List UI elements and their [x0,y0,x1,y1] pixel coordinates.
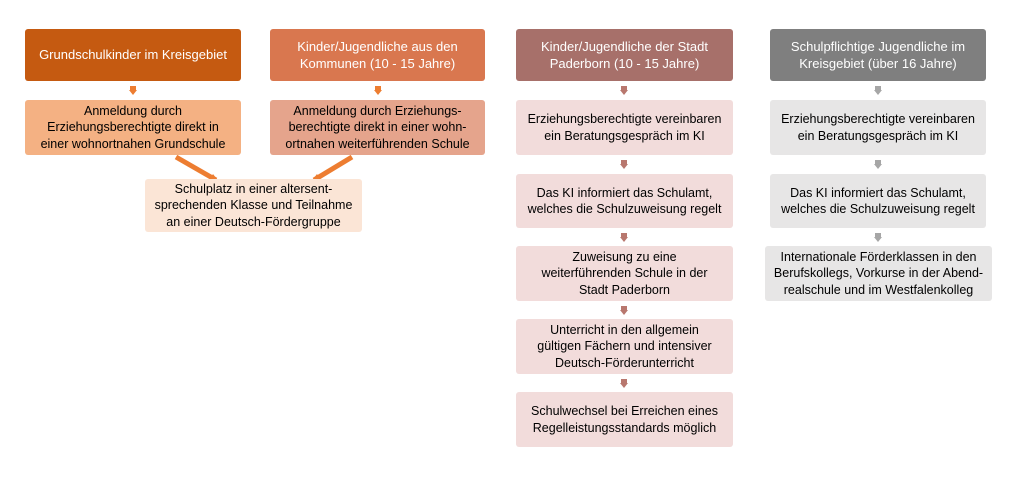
connector-col2-to-merged [314,157,352,180]
col1-step-1: Anmeldung durch Erziehungsberechtigte direkt in einer wohnortnahen Grundschule [25,100,241,155]
col3-step-5: Schulwechsel bei Erreichen eines Regelleistungsstandards möglich [516,392,733,447]
col2-step-1: Anmeldung durch Erziehungs- berechtigte direkt in einer wohn- ortnahen weiterführenden Schule [270,100,485,155]
col4-arrow-3 [874,233,882,242]
col3-step-1: Erziehungsberechtigte vereinbaren ein Beratungsgespräch im KI [516,100,733,155]
col2-arrow-1 [374,86,382,95]
col4-arrow-1 [874,86,882,95]
col3-step-4: Unterricht in den allgemein gültigen Fächern und intensiver Deutsch-Förderunterricht [516,319,733,374]
col1-header: Grundschulkinder im Kreisgebiet [25,29,241,81]
col1-arrow-1 [129,86,137,95]
col3-header: Kinder/Jugendliche der Stadt Paderborn (10 - 15 Jahre) [516,29,733,81]
col4-header: Schulpflichtige Jugendliche im Kreisgebiet (über 16 Jahre) [770,29,986,81]
col4-step-1: Erziehungsberechtigte vereinbaren ein Beratungsgespräch im KI [770,100,986,155]
col3-arrow-1 [620,86,628,95]
connector-col1-to-merged [176,157,216,180]
col3-arrow-3 [620,233,628,242]
merged-outcome-box: Schulplatz in einer altersent- sprechenden Klasse und Teilnahme an einer Deutsch-Fördergruppe [145,179,362,232]
col2-header: Kinder/Jugendliche aus den Kommunen (10 - 15 Jahre) [270,29,485,81]
col3-arrow-2 [620,160,628,169]
col3-step-3: Zuweisung zu eine weiterführenden Schule in der Stadt Paderborn [516,246,733,301]
col4-arrow-2 [874,160,882,169]
col4-step-2: Das KI informiert das Schulamt, welches die Schulzuweisung regelt [770,174,986,228]
col3-step-2: Das KI informiert das Schulamt, welches die Schulzuweisung regelt [516,174,733,228]
col3-arrow-4 [620,306,628,315]
col3-arrow-5 [620,379,628,388]
col4-step-3: Internationale Förderklassen in den Berufskollegs, Vorkurse in der Abend- realschule und im Westfalenkolleg [765,246,992,301]
